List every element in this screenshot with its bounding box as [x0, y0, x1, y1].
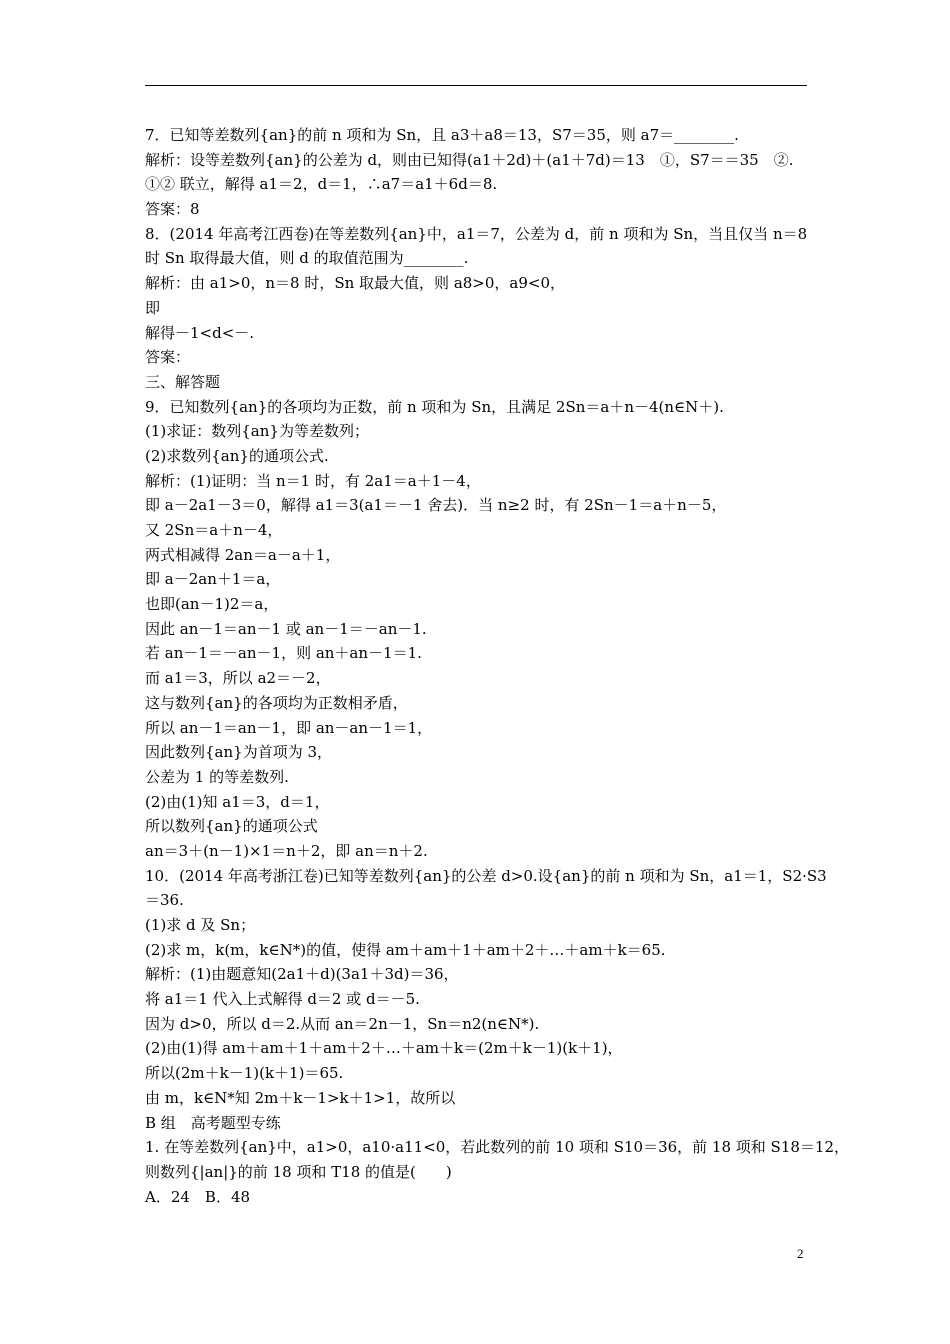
text-line: 10．(2014 年高考浙江卷)已知等差数列{an}的公差 d>0.设{an}的前 n 项和为 Sn，a1＝1，S2·S3 [145, 866, 827, 885]
text-line: 即 [145, 298, 161, 317]
text-line: 所以 an－1＝an－1，即 an－an－1＝1， [145, 718, 433, 737]
text-line: 解析：(1)证明：当 n＝1 时，有 2a1＝a＋1－4， [145, 471, 481, 490]
text-line: 解得－1<d<－. [145, 323, 255, 342]
text-line: 因此数列{an}为首项为 3， [145, 743, 333, 762]
text-line: 即 a－2a1－3＝0，解得 a1＝3(a1＝－1 舍去)．当 n≥2 时，有 2Sn－1＝a＋n－5， [145, 496, 727, 515]
text-line: 时 Sn 取得最大值，则 d 的取值范围为________. [145, 249, 469, 268]
text-line: 答案： [145, 348, 191, 367]
section-heading: B 组 高考题型专练 [145, 1113, 281, 1132]
text-line: (2)求数列{an}的通项公式. [145, 446, 329, 465]
text-line: 即 a－2an＋1＝a， [145, 570, 281, 589]
text-line: 将 a1＝1 代入上式解得 d＝2 或 d＝－5. [145, 990, 420, 1009]
text-line: 所以(2m＋k－1)(k＋1)＝65. [145, 1064, 344, 1083]
text-line: 因此 an－1＝an－1 或 an－1＝－an－1. [145, 619, 427, 638]
text-line: an＝3＋(n－1)×1＝n＋2，即 an＝n＋2. [145, 841, 428, 860]
text-line: 由 m，k∈N*知 2m＋k－1>k＋1>1，故所以 [145, 1088, 456, 1107]
text-line: 而 a1＝3，所以 a2＝－2， [145, 669, 331, 688]
text-line: 也即(an－1)2＝a， [145, 595, 279, 614]
text-line: 8．(2014 年高考江西卷)在等差数列{an}中，a1＝7，公差为 d，前 n 项和为 Sn，当且仅当 n＝8 [145, 224, 808, 243]
text-line: ①② 联立，解得 a1＝2，d＝1，∴a7＝a1＋6d＝8. [145, 175, 498, 194]
text-line: 9．已知数列{an}的各项均为正数，前 n 项和为 Sn，且满足 2Sn＝a＋n－4(n∈N＋). [145, 397, 724, 416]
text-line: A．24 B．48 [145, 1187, 251, 1206]
text-line: 两式相减得 2an＝a－a＋1， [145, 545, 341, 564]
text-line: (2)由(1)得 am＋am＋1＋am＋2＋…＋am＋k＝(2m＋k－1)(k＋1)， [145, 1039, 623, 1058]
section-heading: 三、解答题 [145, 372, 221, 391]
text-line: 若 an－1＝－an－1，则 an＋an－1＝1. [145, 644, 422, 663]
text-line: 因为 d>0，所以 d＝2.从而 an＝2n－1，Sn＝n2(n∈N*). [145, 1014, 540, 1033]
header-rule [145, 85, 807, 86]
text-line: (1)求证：数列{an}为等差数列； [145, 422, 369, 441]
text-line: 这与数列{an}的各项均为正数相矛盾， [145, 693, 408, 712]
text-line: 解析：由 a1>0，n＝8 时，Sn 取最大值，则 a8>0，a9<0， [145, 274, 566, 293]
text-line: (2)由(1)知 a1＝3，d＝1， [145, 792, 330, 811]
text-line: (1)求 d 及 Sn； [145, 916, 256, 934]
text-line: 7．已知等差数列{an}的前 n 项和为 Sn，且 a3＋a8＝13，S7＝35，则 a7＝________. [145, 126, 739, 144]
text-line: 又 2Sn＝a＋n－4， [145, 521, 283, 539]
text-line: 所以数列{an}的通项公式 [145, 817, 318, 836]
document-body [145, 123, 849, 1209]
text-line: 解析：(1)由题意知(2a1＋d)(3a1＋3d)＝36， [145, 965, 459, 984]
text-line: 则数列{|an|}的前 18 项和 T18 的值是( ) [145, 1162, 452, 1181]
text-line: (2)求 m，k(m，k∈N*)的值，使得 am＋am＋1＋am＋2＋…＋am＋k＝65. [145, 940, 666, 959]
text-line: 公差为 1 的等差数列. [145, 767, 289, 786]
text-line: 解析：设等差数列{an}的公差为 d，则由已知得(a1＋2d)＋(a1＋7d)＝13 ①，S7＝＝35 ②. [145, 150, 794, 169]
text-line: 1. 在等差数列{an}中，a1>0，a10·a11<0，若此数列的前 10 项和 S10＝36，前 18 项和 S18＝12， [145, 1138, 849, 1157]
text-line: 答案：8 [145, 200, 200, 219]
page-number: 2 [797, 1246, 804, 1261]
text-line: ＝36. [145, 891, 184, 910]
